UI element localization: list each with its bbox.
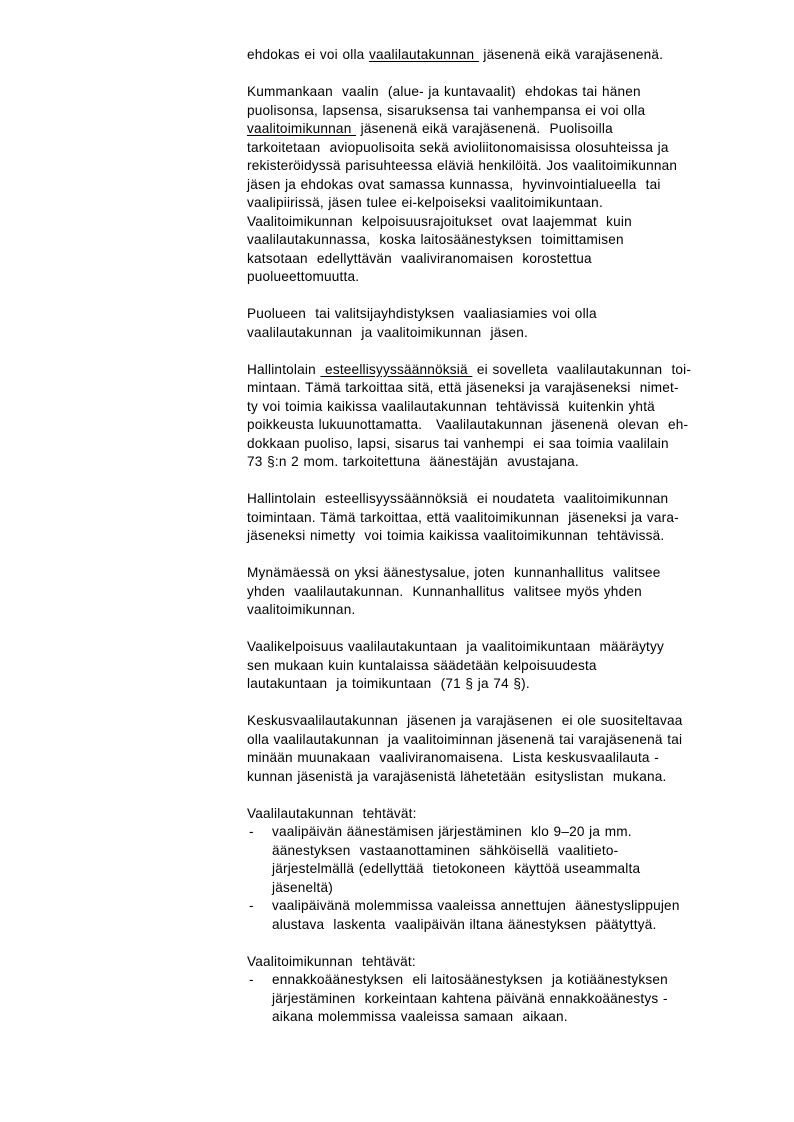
text-line: [272, 860, 777, 879]
text-run: jäsenenä eikä varajäsenenä. Puolisoilla: [356, 121, 613, 136]
text-line: [247, 601, 777, 620]
text-run: vaalilautakunnan ja vaalitoimikunnan jäsen.: [247, 324, 529, 340]
text-run: ehdokas ei voi olla: [247, 47, 370, 62]
text-run: aikana molemmissa vaaleissa samaan aikaan.: [272, 1009, 568, 1024]
text-run: toimintaan. Tämä tarkoittaa, että vaalitoimikunnan jäseneksi ja vara-: [247, 509, 679, 525]
text-run: järjestäminen korkeintaan kahtena päivänä ennakkoäänestys -: [272, 990, 668, 1006]
underlined-text: vaalilautakunnan: [369, 47, 479, 62]
text-run: sen mukaan kuin kuntalaissa säädetään kelpoisuudesta: [247, 657, 597, 673]
text-line: [247, 361, 777, 380]
text-run: puolisonsa, lapsensa, sisaruksensa tai vanhempansa ei voi olla: [247, 102, 646, 118]
text-line: [247, 527, 777, 546]
text-run: yhden vaalilautakunnan. Kunnanhallitus valitsee myös yhden: [247, 583, 642, 599]
text-line: [247, 379, 777, 398]
text-line: [247, 176, 777, 195]
text-run: Vaalilautakunnan tehtävät:: [247, 805, 417, 821]
paragraph: [247, 638, 777, 694]
text-line: [272, 823, 777, 842]
text-run: vaalitoimikunnan.: [247, 602, 356, 617]
text-run: minään muunakaan vaaliviranomaisena. Lista keskusvaalilauta -: [247, 750, 659, 765]
underlined-text: esteellisyyssäännöksiä: [320, 361, 473, 377]
text-line: [247, 324, 777, 343]
text-line: [247, 250, 777, 269]
text-line: [247, 139, 777, 158]
list-section: [247, 805, 777, 935]
text-line: [247, 509, 777, 528]
text-line: [247, 268, 777, 287]
text-run: olla vaalilautakunnan ja vaalitoiminnan jäsenenä tai varajäsenenä tai: [247, 731, 683, 747]
text-line: [247, 749, 777, 768]
text-line: [247, 157, 777, 176]
list-item: [247, 897, 777, 934]
text-run: katsotaan edellyttävän vaaliviranomaisen korostettua: [247, 250, 592, 266]
text-run: Hallintolain esteellisyyssäännöksiä ei noudateta vaalitoimikunnan: [247, 491, 669, 506]
text-run: vaalipäivänä molemmissa vaaleissa annettujen äänestyslippujen: [272, 898, 680, 913]
text-run: Puolueen tai valitsijayhdistyksen vaaliasiamies voi olla: [247, 306, 597, 321]
text-line: [247, 46, 777, 65]
list-section: [247, 953, 777, 1027]
text-line: [247, 453, 777, 472]
text-line: [272, 1008, 777, 1027]
text-run: jäseneksi nimetty voi toimia kaikissa vaalitoimikunnan tehtävissä.: [247, 528, 665, 543]
text-run: Vaalikelpoisuus vaalilautakuntaan ja vaalitoimikuntaan määräytyy: [247, 639, 665, 654]
text-run: Mynämäessä on yksi äänestysalue, joten kunnanhallitus valitsee: [247, 565, 661, 580]
text-run: kunnan jäsenistä ja varajäsenistä lähetetään esityslistan mukana.: [247, 768, 667, 784]
text-run: jäsen ja ehdokas ovat samassa kunnassa, hyvinvointialueella tai: [247, 176, 661, 192]
text-line: [247, 731, 777, 750]
text-run: äänestyksen vastaanottaminen sähköisellä vaalitieto-: [272, 842, 619, 858]
text-line: [272, 842, 777, 861]
document-body: [247, 46, 777, 1045]
paragraph: [247, 712, 777, 786]
paragraph: [247, 490, 777, 546]
text-line: [247, 490, 777, 509]
text-line: [247, 305, 777, 324]
text-line: [247, 712, 777, 731]
paragraph: [247, 361, 777, 472]
text-run: ennakkoäänestyksen eli laitosäänestyksen ja kotiäänestyksen: [272, 972, 668, 987]
text-run: Vaalitoimikunnan tehtävät:: [247, 953, 416, 969]
text-run: järjestelmällä (edellyttää tietokoneen käyttöä useammalta: [272, 861, 641, 876]
paragraph: [247, 564, 777, 620]
text-line: [272, 971, 777, 990]
list-bullet: -: [249, 824, 254, 839]
text-run: ty voi toimia kaikissa vaalilautakunnan tehtävissä kuitenkin yhtä: [247, 398, 655, 414]
underlined-text: vaalitoimikunnan: [247, 121, 357, 136]
text-line: [247, 398, 777, 417]
text-run: poikkeusta lukuunottamatta. Vaalilautakunnan jäsenenä olevan eh-: [247, 417, 689, 432]
text-line: [247, 657, 777, 676]
text-line: [247, 564, 777, 583]
text-run: vaalilautakunnassa, koska laitosäänestyksen toimittamisen: [247, 232, 624, 247]
text-run: alustava laskenta vaalipäivän iltana äänestyksen päätyttyä.: [272, 916, 657, 932]
text-run: 73 §:n 2 mom. tarkoitettuna äänestäjän avustajana.: [247, 454, 579, 469]
text-run: vaalipiirissä, jäsen tulee ei-kelpoiseksi vaalitoimikuntaan.: [247, 195, 603, 210]
text-line: [247, 213, 777, 232]
paragraph: [247, 305, 777, 342]
text-line: [247, 638, 777, 657]
text-line: [272, 897, 777, 916]
list-bullet: -: [249, 972, 254, 987]
text-line: [247, 768, 777, 787]
paragraph: [247, 46, 777, 65]
text-run: Hallintolain: [247, 361, 321, 377]
list-heading: [247, 805, 777, 824]
text-run: Kummankaan vaalin (alue- ja kuntavaalit) ehdokas tai hänen: [247, 84, 641, 99]
text-run: Vaalitoimikunnan kelpoisuusrajoitukset ovat laajemmat kuin: [247, 213, 632, 229]
list-item: [247, 971, 777, 1027]
text-run: tarkoitetaan aviopuolisoita sekä avioliitonomaisissa olosuhteissa ja: [247, 139, 669, 155]
text-line: [272, 879, 777, 898]
text-run: rekisteröidyssä parisuhteessa eläviä henkilöitä. Jos vaalitoimikunnan: [247, 158, 678, 173]
text-line: [272, 990, 777, 1009]
text-run: jäsenenä eikä varajäsenenä.: [478, 47, 664, 62]
list-heading: [247, 953, 777, 972]
text-line: [247, 102, 777, 121]
list-bullet: -: [249, 898, 254, 913]
text-line: [247, 120, 777, 139]
text-run: mintaan. Tämä tarkoittaa sitä, että jäseneksi ja varajäseneksi nimet-: [247, 380, 679, 395]
text-line: [247, 194, 777, 213]
text-line: [247, 231, 777, 250]
text-line: [247, 416, 777, 435]
text-run: Keskusvaalilautakunnan jäsenen ja varajäsenen ei ole suositeltavaa: [247, 713, 683, 728]
text-line: [247, 583, 777, 602]
text-run: jäseneltä): [272, 879, 333, 895]
paragraph: [247, 83, 777, 287]
text-run: puolueettomuutta.: [247, 269, 360, 284]
text-line: [247, 675, 777, 694]
text-line: [247, 83, 777, 102]
text-line: [272, 916, 777, 935]
text-run: lautakuntaan ja toimikuntaan (71 § ja 74 §).: [247, 676, 530, 691]
text-run: dokkaan puoliso, lapsi, sisarus tai vanhempi ei saa toimia vaalilain: [247, 435, 669, 451]
text-line: [247, 435, 777, 454]
text-run: vaalipäivän äänestämisen järjestäminen klo 9–20 ja mm.: [272, 824, 632, 839]
list-item: [247, 823, 777, 897]
text-run: ei sovelleta vaalilautakunnan toi-: [472, 361, 692, 377]
